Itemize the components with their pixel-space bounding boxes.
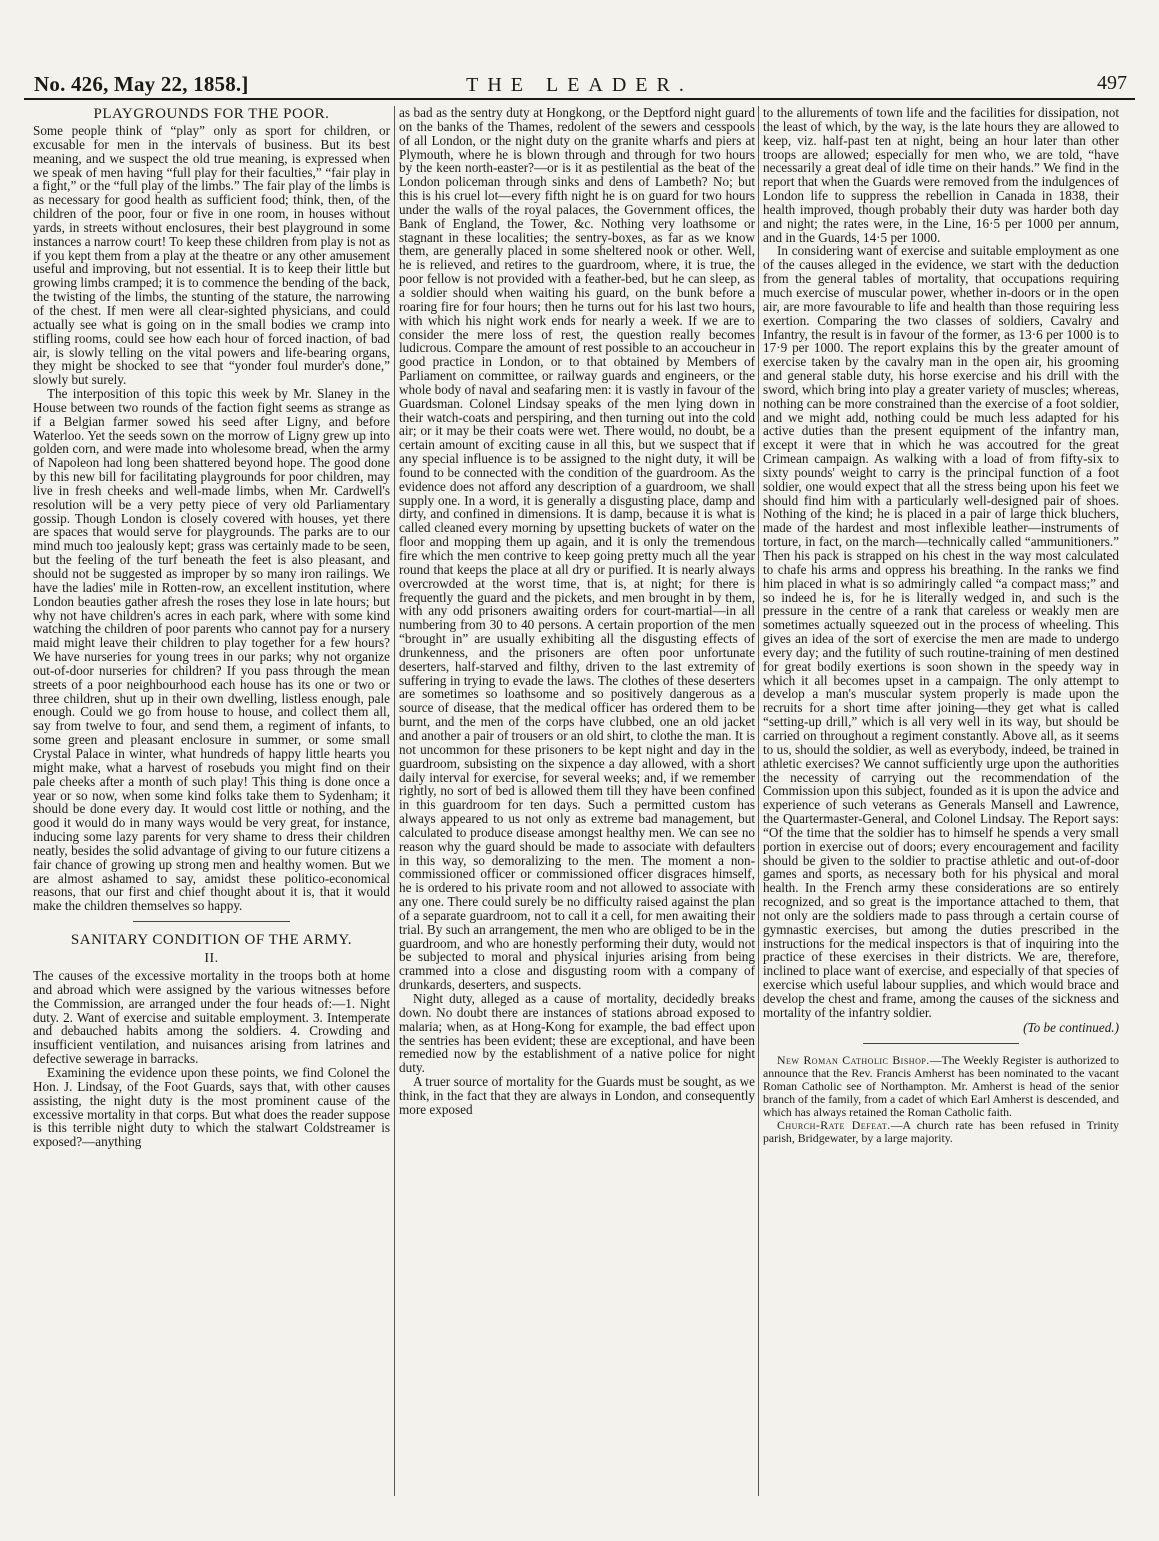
column-1 bbox=[33, 106, 390, 1516]
note-lead: New Roman Catholic Bishop. bbox=[777, 1052, 930, 1067]
news-note bbox=[763, 1119, 1119, 1145]
newspaper-title: THE LEADER. bbox=[466, 74, 693, 96]
paragraph: In considering want of exercise and suitable employment as one of the causes alleged in the evidence, we start with the deduction from the general tables of mortality, that occupations requiring much exercise of muscular power, whether in-doors or in the open air, are more favourable to life and health than those requiring less exertion. Comparing the two classes of soldiers, Cavalry and Infantry, the result is in favour of the former, as 13·6 per 1000 is to 17·9 per 1000. The report explains this by the greater amount of exercise taken by the cavalry man in the open air, his grooming and general stable duty, his horse exercise and his drill with the sword, which bring into play a greater variety of muscles; whereas, nothing can be more constrained than the exercise of a foot soldier, and we might add, nothing could be much less adapted for his active duties than the present equipment of the infantry man, except it were that in which he was accoutred for the great Crimean campaign. As walking with a load of from fifty-six to sixty pounds' weight to carry is the principal function of a foot soldier, one would expect that all the stress being upon his feet we should find him with a particularly well-designed pair of shoes. Nothing of the kind; he is placed in a pair of large thick bluchers, made of the hardest and most inflexible leather—instruments of torture, in fact, on the march—technically called “ammunitioners.” Then his pack is strapped on his chest in the way most calculated to chafe his arms and oppress his breathing. In the ranks we find him placed in what is so admiringly called “a compact mass;” and so indeed he is, for he is literally wedged in, and such is the pressure in the centre of a rank that careless or weakly men are sometimes actually squeezed out in the process of wheeling. This gives an idea of the sort of exercise the men are made to undergo every day; and the futility of such routine-training of men destined for great bodily exertions is soon shown in the speedy way in which it all becomes upset in a campaign. The only attempt to develop a man's muscular system properly is made upon the recruits for a short time after joining—they get what is called “setting-up drill,” which is all very well in its way, but should be carried on throughout a regiment constantly. Above all, as it seems to us, should the soldier, as well as everybody, indeed, be trained in athletic exercises? We cannot sufficiently urge upon the authorities the necessity of carrying out the recommendation of the Commission upon this subject, founded as it is upon the advice and experience of such veterans as Generals Mansell and Lawrence, the Quartermaster-General, and Colonel Lindsay. The Report says: “Of the time that the soldier has to himself he spends a very small portion in exercise out of doors; every encouragement and facility should be given to the soldier to practise athletic and out-of-door games and sports, as necessary both for his physical and moral health. In the French army these considerations are so entirely recognized, and so great is the importance attached to them, that not only are the soldiers made to pass through a certain course of gymnastic exercises, but among the duties prescribed in the instructions for the medical inspectors is that of inquiring into the practice of these exercises in their districts. We are, therefore, inclined to place want of exercise, and especially of that species of exercise which useful labour supplies, and which would brace and develop the chest and frame, among the causes of the sickness and mortality of the infantry soldier. bbox=[763, 243, 1119, 1020]
paragraph: The interposition of this topic this week by Mr. Slaney in the House between two rounds of the faction fight seems as strange as if a Belgian farmer sowed his seed after Ligny, and before Waterloo. Yet the seeds sown on the morrow of Ligny grew up into golden corn, and were made into wholesome bread, when the army of Napoleon had long been shattered beyond hope. The good done by this new bill for facilitating playgrounds for poor children, may live in fresh cheeks and well-made limbs, when Mr. Cardwell's resolution will be a very petty piece of very old Parliamentary gossip. Though London is closely covered with houses, yet there are spaces that would serve for playgrounds. The parks are to our mind much too jealously kept; grass was certainly made to be seen, but the feeling of the turf beneath the feet is also pleasant, and should not be suggested as improper by so many iron railings. We have the ladies' mile in Rotten-row, an excellent institution, where London beauties gather afresh the roses they lose in late hours; but why not have children's acres in each park, where with some kind watching the children of poor parents who cannot pay for a nursery maid might leave their children to play together for a few hours? We have nurseries for young trees in our parks; why not organize out-of-door nurseries for children? If you pass through the mean streets of a poor neighbourhood each house has its one or two or three children, shut up in their own dwelling, listless enough, pale enough. Could we go from house to house, and collect them all, say from twelve to four, and send them, a regiment of infants, to some green and pleasant enclosure in summer, or some small Crystal Palace in winter, what hundreds of happy little hearts you might make, what a harvest of rosebuds you might find on their pale cheeks after a month of such play! This thing is done once a year or so now, when some kind folks take them to Sydenham; it should be done every day. It would cost little or nothing, and the good it would do in many ways would be very great, for instance, inducing some lazy parents for very shame to dress their children neatly, besides the solid advantage of giving to our future citizens a fair chance of growing up strong men and healthy women. But we are almost ashamed to say, amidst these politico-economical reasons, that our first and chief thought about it is, that it would make the children themselves so happy. bbox=[33, 386, 390, 914]
article-part-number: II. bbox=[204, 951, 219, 967]
column-rule bbox=[758, 106, 759, 1496]
paragraph: to the allurements of town life and the facilities for dissipation, not the least of which, by the way, is the late hours they are allowed to keep, viz. half-past ten at night, being an hour later than other troops are allowed; especially for men who, we are told, “have necessarily a great deal of idle time on their hands.” We find in the report that when the Guards were removed from the indulgences of London life to suppress the rebellion in Canada in 1838, their health improved, though probably their duty was harder both day and night; the rates were, in the Line, 16·5 per 1000 per annum, and in the Guards, 14·5 per 1000. bbox=[763, 106, 1119, 245]
note-text: —The Weekly Register is authorized to announce that the Rev. Francis Amherst has been nominated to the vacant Roman Catholic see of Northampton. Mr. Amherst is head of the senior branch of the family, from a cadet of which Earl Amherst is descended, and which has always retained the Roman Catholic faith. bbox=[763, 1052, 1119, 1119]
news-note bbox=[763, 1054, 1119, 1119]
article-heading-playgrounds: PLAYGROUNDS FOR THE POOR. bbox=[93, 106, 330, 122]
paragraph: Night duty, alleged as a cause of mortality, decidedly breaks down. No doubt there are instances of stations abroad exposed to malaria; when, as at Hong-Kong for example, the bad effect upon the sentries has been evident; these are exceptional, and have been remedied now by the establishment of a native police for night duty. bbox=[399, 991, 755, 1076]
paragraph: The causes of the excessive mortality in the troops both at home and abroad which were assigned by the various witnesses before the Commission, are arranged under the four heads of:—1. Night duty. 2. Want of exercise and suitable employment. 3. Intemperate and debauched habits among the soldiers. 4. Crowding and insufficient ventilation, and nuisances arising from latrines and defective sewerage in barracks. bbox=[33, 968, 390, 1067]
paragraph: Examining the evidence upon these points, we find Colonel the Hon. J. Lindsay, of the Foot Guards, says that, with other causes assisting, the night duty is the most prominent cause of the excessive mortality in that corps. But what does the reader suppose is this terrible night duty to which the stalwart Coldstreamer is exposed?—anything bbox=[33, 1065, 390, 1150]
paragraph: A truer source of mortality for the Guards must be sought, as we think, in the fact that they are always in London, and consequently more exposed bbox=[399, 1074, 755, 1117]
article-heading-sanitary: SANITARY CONDITION OF THE ARMY. bbox=[70, 932, 353, 949]
column-rule bbox=[394, 106, 395, 1496]
page-number: 497 bbox=[1097, 72, 1127, 94]
paragraph: Some people think of “play” only as sport for children, or excusable for men in the intervals of business. But its best meaning, and we suspect the old true meaning, is expressed when we speak of men having “full play for their faculties,” “fair play in a fight,” or the “full play of the limbs.” The fair play of the limbs is as necessary for good health as sufficient food; think, then, of the children of the poor, four or five in one room, in houses without yards, in streets without enclosures, their best playground in some instances a narrow court! To keep these children from play is not as if you kept them from a play at the theatre or any other amusement useful and improving, but not essential. It is to keep their little but growing limbs cramped; it is to commence the bending of the back, the twisting of the limbs, the stunting of the stature, the narrowing of the chest. If men were all clear-sighted physicians, and could actually see what is going on in the small bodies we cramp into stifling rooms, could see how each hour of forced inaction, of bad air, is slowly telling on the vital powers and life-bearing organs, they might be shocked to see that “yonder foul murder's done,” slowly but surely. bbox=[33, 123, 390, 388]
to-be-continued: (To be continued.) bbox=[1023, 1019, 1119, 1035]
issue-date: No. 426, May 22, 1858.] bbox=[34, 72, 249, 96]
paragraph: as bad as the sentry duty at Hongkong, or the Deptford night guard on the banks of the Thames, redolent of the sewers and cesspools of all London, or the night duty on the granite wharfs and piers at Plymouth, where he is blown through and through for two hours by the keen north-easter?—or is it as pestilential as the beat of the London policeman through sinks and dens of Lambeth? No; but this is his cruel lot—every fifth night he is on guard for two hours under the walls of the royal palaces, the Government offices, the Bank of England, the Tower, &c. Nothing very loathsome or stagnant in these localities; the sentry-boxes, as far as we know them, are generally placed in some sheltered nook or other. Well, he is relieved, and retires to the guardroom, where, it is true, the poor fellow is not provided with a feather-bed, but he can sleep, as a soldier should when waiting his guard, on the bunk before a roaring fire for four hours; then he turns out for his last two hours, with which his night work ends for nearly a week. If we are to consider the mere loss of rest, the question really becomes ludicrous. Compare the amount of rest possible to an accoucheur in good practice in London, or to that obtained by Members of Parliament on committee, or railway guards and engineers, or the whole body of naval and seafaring men: it is vastly in favour of the Guardsman. Colonel Lindsay speaks of the men lying down in their watch-coats and perspiring, and then turning out into the cold air; or it may be their coats were wet. There would, no doubt, be a certain amount of exciting cause in all this, but we suspect that if any special influence is to be assigned to the night duty, it will be found to be connected with the condition of the guardroom. As the evidence does not afford any description of a guardroom, we shall supply one. In a word, it is generally a disgusting place, damp and dirty, and confined in dimensions. It is damp, because it is what is called cleaned every morning by upsetting buckets of water on the floor and mopping them up again, and it is only the tremendous fire which the men contrive to keep going pretty much all the year round that keeps the place at all dry or purified. It is nearly always overcrowded at the worst time, that is, at night; for there is frequently the guard and the pickets, and men brought in by them, with any odd prisoners awaiting orders for court-martial—in all numbering from 30 to 40 persons. A certain proportion of the men “brought in” are usually exhibiting all the disgusting effects of drunkenness, and the prisoners are often poor unfortunate deserters, half-starved and filthy, driven to the last extremity of suffering in trying to evade the laws. The clothes of these deserters are sometimes so loathsome and so positively dangerous as a source of disease, that the medical officer has ordered them to be burnt, and the men of the corps have clubbed, one an old jacket and another a pair of trousers or an old shirt, to clothe the man. It is not uncommon for these prisoners to be kept night and day in the guardroom, subsisting on the sixpence a day allowed, with a short daily interval for exercise, for several weeks; and, if we remember rightly, no sort of bed is allowed them till they have been confined in this guardroom for ten days. Such a permitted custom has always appeared to us not only as extreme bad management, but calculated to produce disease amongst healthy men. We can see no reason why the guard should be made to associate with defaulters in this way, so demoralizing to the men. The moment a non-commissioned officer or commissioned officer disgraces himself, he is ordered to his private room and not allowed to associate with any one. There could surely be no difficulty raised against the plan of a separate guardroom, not to call it a cell, for men awaiting their trial. By such an arrangement, the men who are obliged to be in the guardroom, and who are honestly performing their duty, would not be subjected to moral and physical injuries arising from being crammed into a close and disgusting room with a company of drunkards, deserters, and suspects. bbox=[399, 106, 755, 993]
note-text: —A church rate has been refused in Trinity parish, Bridgewater, by a large majority. bbox=[763, 1117, 1119, 1145]
divider bbox=[863, 1043, 1019, 1044]
divider bbox=[133, 921, 290, 922]
note-lead: Church-Rate Defeat. bbox=[777, 1117, 891, 1132]
masthead bbox=[24, 72, 1135, 100]
column-2 bbox=[399, 106, 755, 1516]
column-3 bbox=[763, 106, 1119, 1516]
